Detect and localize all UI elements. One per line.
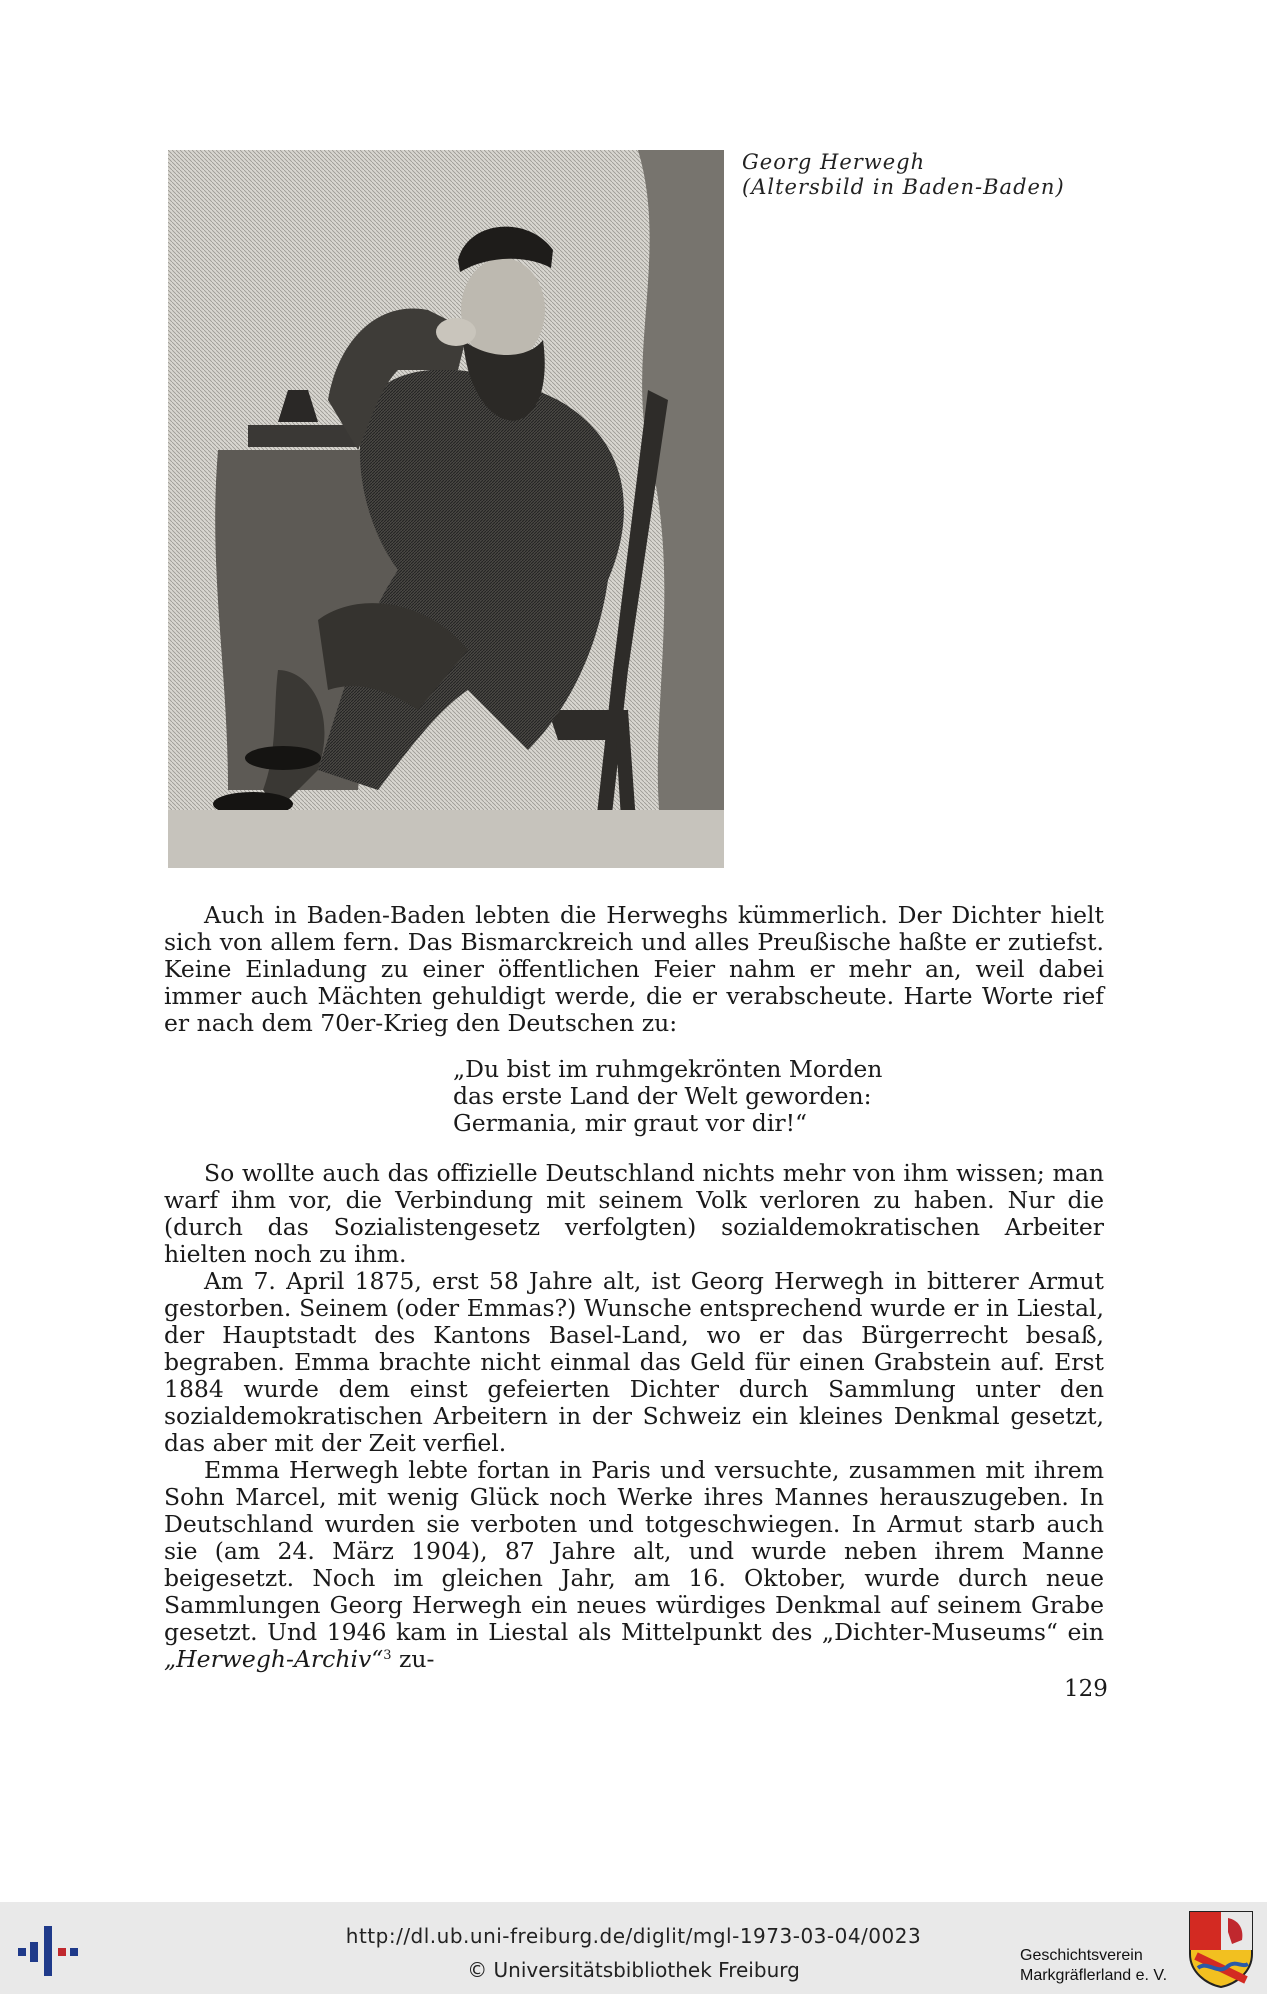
society-line-2: Markgräflerland e. V. (1020, 1967, 1168, 1984)
paragraph-1: Auch in Baden-Baden lebten die Herweghs kümmerlich. Der Dichter hielt sich von allem fern. Das Bismarckreich und alles Preußische haßte er zutiefst. Keine Einladung zu einer öffentlichen Feier nahm er mehr an, weil dabei immer auch Mächten gehuldigt werde, die er verabscheute. Harte Worte rief er nach dem 70er-Krieg den Deutschen zu: (164, 901, 1104, 1037)
caption-subtitle: (Altersbild in Baden-Baden) (742, 175, 1065, 199)
portrait-engraving (168, 150, 724, 868)
page-number: 129 (1064, 1676, 1108, 1702)
figure-caption (742, 150, 1065, 200)
quote-line-1: „Du bist im ruhmgekrönten Morden (453, 1055, 883, 1083)
quote-line-3: Germania, mir graut vor dir!“ (453, 1109, 808, 1137)
paragraph-2: So wollte auch das offizielle Deutschland nichts mehr von ihm wissen; man warf ihm vor, die Verbindung mit seinem Volk verloren zu haben. Nur die (durch das Sozialistengesetz verfolgten) sozialdemokratischen Arbeiter hielten noch zu ihm. (164, 1159, 1104, 1268)
body-text-bottom (164, 1160, 1104, 1673)
herwegh-archiv-term: „Herwegh-Archiv“ (164, 1645, 384, 1673)
society-name (1020, 1946, 1167, 1986)
paragraph-4 (164, 1457, 1104, 1673)
footer-copyright: © Universitätsbibliothek Freiburg (467, 1958, 800, 1982)
paragraph-4-end: zu- (391, 1645, 435, 1673)
coat-of-arms-icon (1188, 1910, 1254, 1988)
society-line-1: Geschichtsverein (1020, 1947, 1143, 1964)
caption-title: Georg Herwegh (742, 150, 926, 174)
paragraph-4-start: Emma Herwegh lebte fortan in Paris und versuchte, zusammen mit ihrem Sohn Marcel, mit wenig Glück noch Werke ihres Mannes herauszugeben. In Deutschland wurden sie verboten und totgeschwiegen. In Armut starb auch sie (am 24. März 1904), 87 Jahre alt, und wurde neben ihrem Manne beigesetzt. Noch im gleichen Jahr, am 16. Oktober, wurde durch neue Sammlungen Georg Herwegh ein neues würdiges Denkmal auf seinem Grabe gesetzt. Und 1946 kam in Liestal als Mittelpunkt des „Dichter-Museums“ ein (164, 1456, 1104, 1646)
footnote-ref: 3 (383, 1648, 392, 1663)
footer-url[interactable]: http://dl.ub.uni-freiburg.de/diglit/mgl-1973-03-04/0023 (345, 1924, 922, 1948)
quote-line-2: das erste Land der Welt geworden: (453, 1082, 872, 1110)
footer-bar (0, 1902, 1267, 1994)
poem-quote (453, 1056, 882, 1137)
body-text-top (164, 902, 1104, 1037)
paragraph-3: Am 7. April 1875, erst 58 Jahre alt, ist Georg Herwegh in bitterer Armut gestorben. Seinem (oder Emmas?) Wunsche entsprechend wurde er in Liestal, der Hauptstadt des Kantons Basel-Land, wo er das Bürgerrecht besaß, begraben. Emma brachte nicht einmal das Geld für einen Grabstein auf. Erst 1884 wurde dem einst gefeierten Dichter durch Sammlung unter den sozialdemokratischen Arbeitern in der Schweiz ein kleines Denkmal gesetzt, das aber mit der Zeit verfiel. (164, 1267, 1104, 1457)
